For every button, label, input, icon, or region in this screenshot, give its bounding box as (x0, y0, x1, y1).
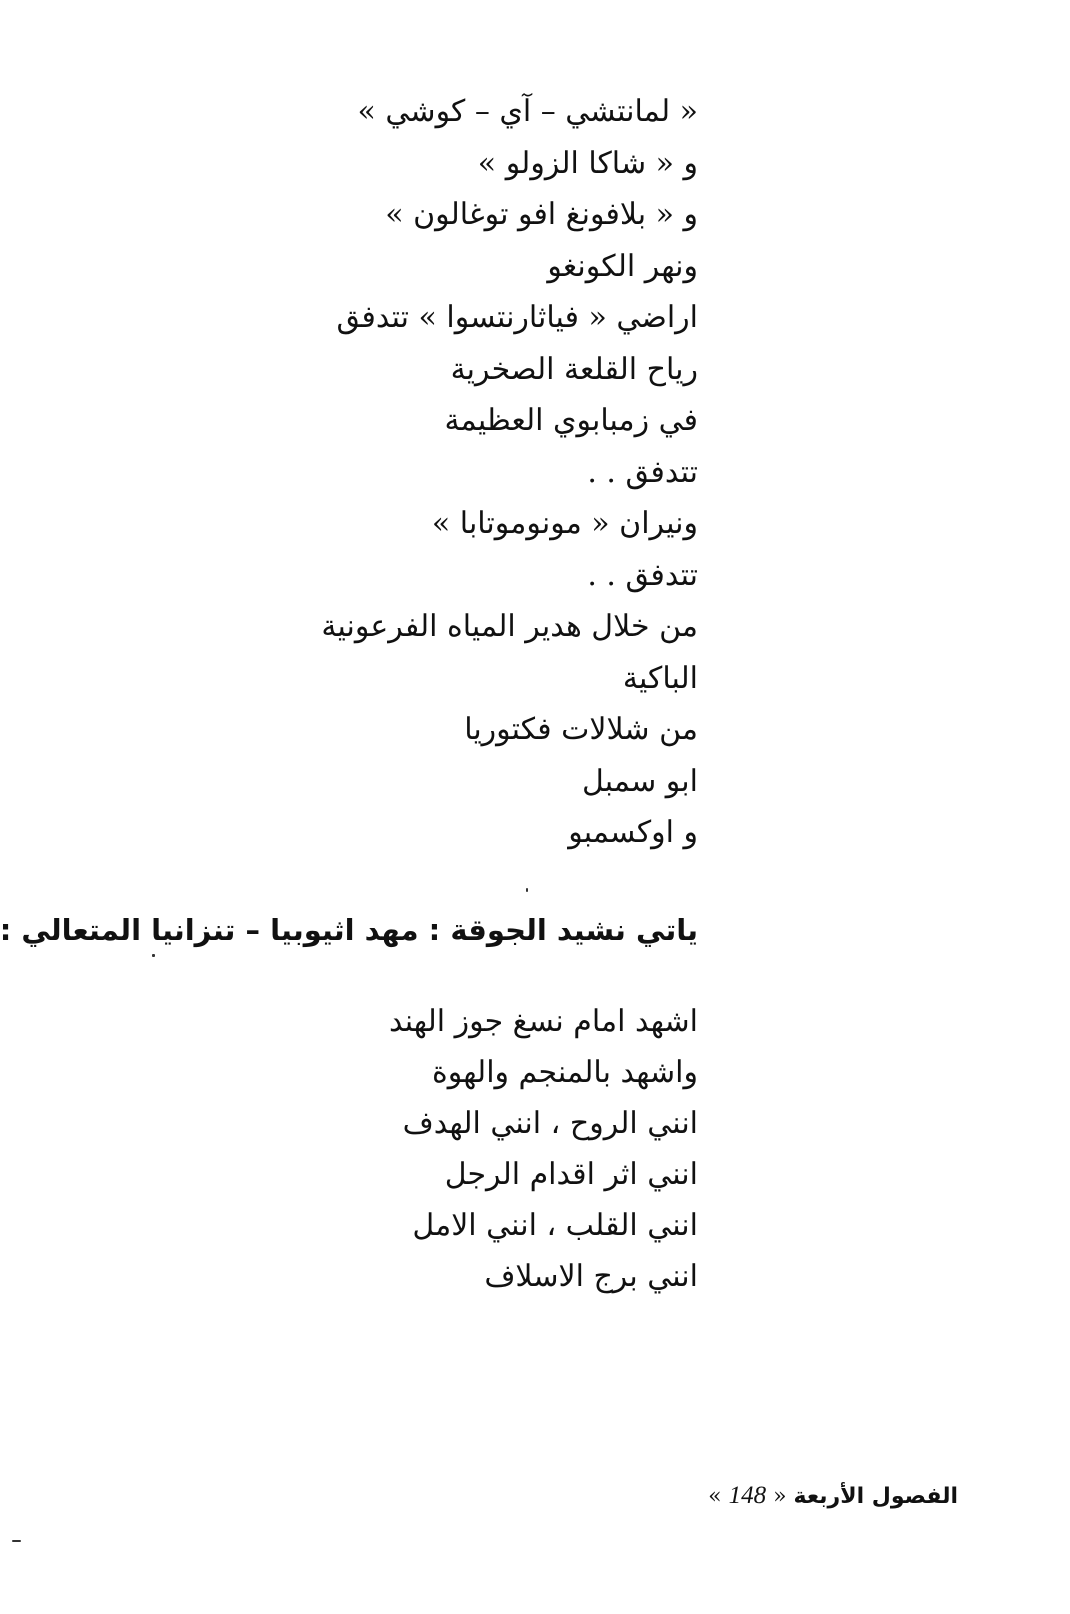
book-title: الفصول الأربعة (793, 1484, 958, 1509)
quote-close: » (708, 1484, 722, 1509)
poem-line: ونهر الكونغو (547, 248, 698, 284)
poem-stanza-2 (389, 996, 698, 1302)
quote-open: « (773, 1484, 787, 1509)
page-number: 148 (728, 1482, 767, 1509)
poem-line: اراضي « فياثارنتسوا » تتدفق (336, 300, 698, 335)
poem-stanza-1 (321, 86, 698, 859)
poem-line: اشهد امام نسغ جوز الهند (388, 1004, 698, 1039)
poem-line: واشهد بالمنجم والهوة (432, 1055, 698, 1090)
poem-line: و « بلافونغ افو توغالون » (385, 197, 698, 232)
poem-line: انني الروح ، انني الهدف (402, 1106, 698, 1141)
poem-line: انني برج الاسلاف (484, 1259, 698, 1294)
poem-line: ابو سمبل (582, 763, 698, 799)
poem-line: انني اثر اقدام الرجل (444, 1157, 698, 1192)
page-footer (708, 1476, 958, 1517)
scan-speck (526, 888, 528, 892)
poem-line: في زمبابوي العظيمة (444, 403, 698, 438)
poem-line: رياح القلعة الصخرية (450, 351, 698, 387)
poem-line: من شلالات فكتوريا (464, 712, 698, 747)
poem-line: و « شاكا الزولو » (477, 145, 698, 181)
poem-line: تتدفق . . (587, 454, 698, 490)
scan-speck (12, 1540, 21, 1542)
poem-line: انني القلب ، انني الامل (412, 1208, 698, 1243)
chorus-heading: ياتي نشيد الجوقة : مهد اثيوبيا – تنزانيا المتعالي : (0, 913, 698, 947)
poem-line: من خلال هدير المياه الفرعونية (321, 609, 698, 644)
scan-speck (152, 954, 155, 957)
poem-line: « لمانتشي – آي – كوشي » (357, 94, 698, 129)
poem-line: تتدفق . . (587, 557, 698, 593)
poem-line: الباكية (622, 660, 698, 696)
poem-line: و اوكسمبو (568, 815, 698, 850)
poem-line: ونيران « مونوموتابا » (431, 506, 698, 541)
